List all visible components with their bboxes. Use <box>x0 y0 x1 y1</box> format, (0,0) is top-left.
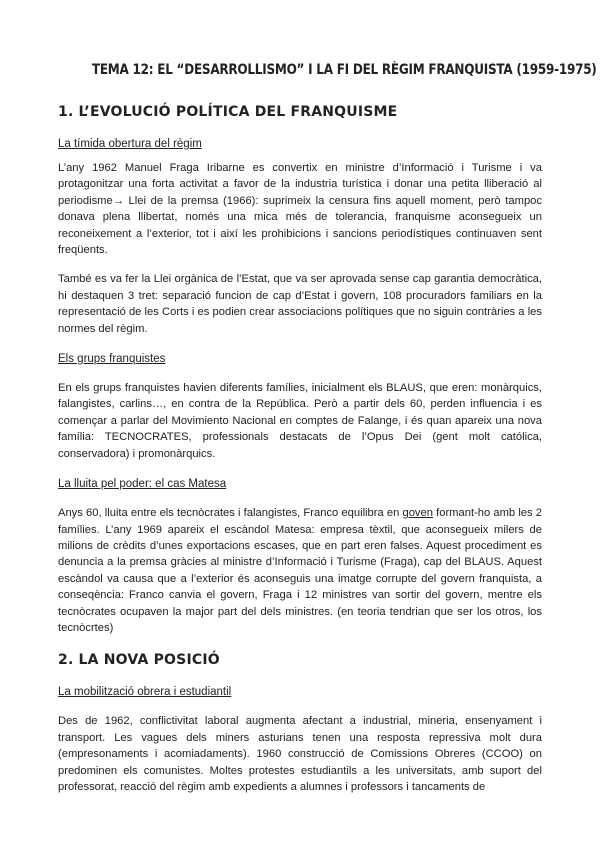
subheading-grups: Els grups franquistes <box>58 353 166 366</box>
subheading-matesa: La lluita pel poder: el cas Matesa <box>58 478 227 491</box>
paragraph-llei-organica: També es va fer la Llei orgànica de l’Estat, que va ser aprovada sense cap garantia democràtica, hi destaquen 3 tret: separació funcion de cap d’Estat i govern, 108 procuradors familiars en la representació de les Corts i es podien crear associacions polítiques que no siguin contràries a les normes del règim. <box>58 273 542 335</box>
subheading-mobilitzacio: La mobilització obrera i estudiantil <box>58 686 232 699</box>
paragraph-mobilitzacio: Des de 1962, conflictivitat laboral augmenta afectant a industrial, mineria, ensenyament i transport. Les vagues dels miners asturians tenen una resposta repressiva molt dura (empresonaments i acomiadaments). 1960 construcció de Comissions Obreres (CCOO) on predominen els comunistes. Moltes protestes estudiantils a les universitats, amb suport del professorat, reacció del règim amb expedients a alumnes i professors i tancaments de <box>58 715 542 793</box>
paragraph-fraga: L’any 1962 Manuel Fraga Iribarne es convertix en ministre d’Informació i Turisme i va protagonitzar una forta activitat a favor de la industria turística i donar una petita lliberació al periodisme→ Llei de la premsa (1966): suprimeix la censura fins aquell moment, però tampoc donava plena llibertat, només una mica més de tolerancia, franquisme aconsegueix un reconeixement a l’exterior, tot i així les prohibicions i sancions periodístiques continuaven sent freqüents. <box>58 162 542 257</box>
section-heading-2: 2. LA NOVA POSICIÓ <box>58 652 220 669</box>
matesa-underlined-word: goven <box>402 507 433 520</box>
document-title: TEMA 12: EL “DESARROLLISMO” I LA FI DEL RÈGIM FRANQUISTA (1959-1975) <box>91 62 597 78</box>
matesa-text-b: formant-ho amb les 2 famílies. L’any 1969 apareix el escàndol Matesa: empresa tèxtil, que aconsegueix milers de milions de crèdits d’unes exportacions escases, que en part eren falses. Aquest procediment es denuncia a la premsa gràcies al ministre d’Informació i Turisme (Fraga), cap del BLAUS. Aquest escàndol va causa que a l’exterior és aconseguis una imatge corrupte del govern franquista, a conseqència: Franco canvia el govern, Fraga i 12 ministres van sortir del govern, mentre els tecnòcrates ocupaven la major part del dels ministres. (en teoria tendrian que ser los otros, los tecnòcrtes) <box>58 507 542 634</box>
paragraph-matesa <box>58 505 542 636</box>
subheading-obertura: La tímida obertura del règim <box>58 138 202 150</box>
matesa-text-a: Anys 60, lluita entre els tecnòcrates i falangistes, Franco equilibra en <box>58 507 403 520</box>
section-heading-1: 1. L’EVOLUCIÓ POLÍTICA DEL FRANQUISME <box>58 104 398 120</box>
paragraph-grups: En els grups franquistes havien diferents famílies, inicialment els BLAUS, que eren: monàrquics, falangistes, carlins…, en contra de la República. Però a partir dels 60, perden influencia i es començar a parlar del Movimiento Nacional en comptes de Falange, i és quan apareix una nova família: TECNOCRATES, professionals destacats de l’Opus Dei (gent molt católica, conservadora) i promonàrquics. <box>58 382 542 460</box>
